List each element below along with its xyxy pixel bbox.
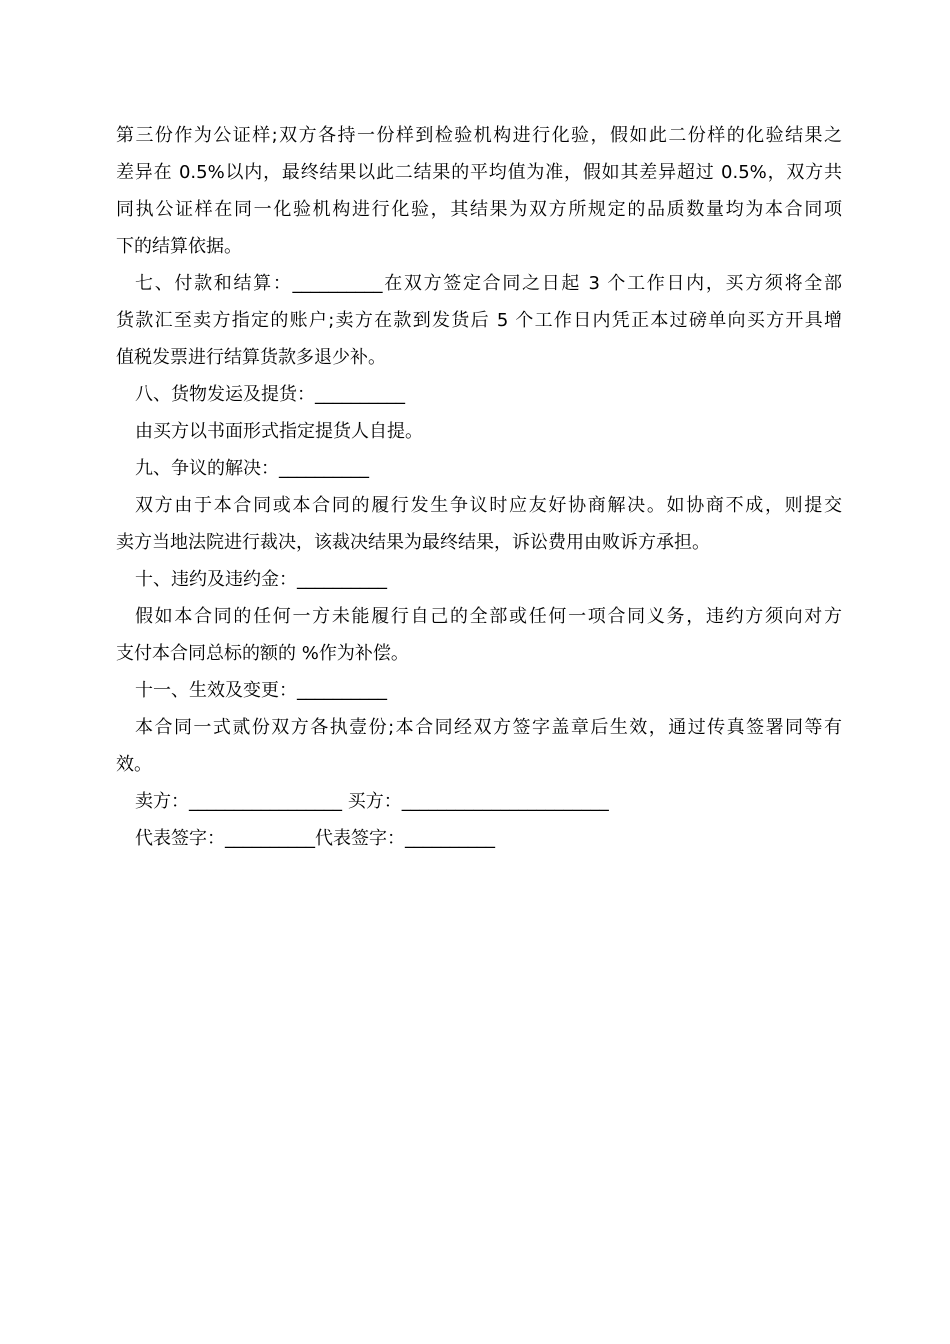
- paragraph-line: 双方由于本合同或本合同的履行发生争议时应友好协商解决。如协商不成，则提交: [135, 495, 842, 516]
- document-page: [116, 117, 842, 857]
- section-heading-effect: 十一、生效及变更：__________: [135, 680, 387, 701]
- signature-representatives-line: 代表签字：__________代表签字：__________: [135, 828, 495, 849]
- paragraph-line: 值税发票进行结算货款多退少补。: [116, 347, 386, 368]
- paragraph-line: 差异在 0.5%以内，最终结果以此二结果的平均值为准，假如其差异超过 0.5%，双方共: [116, 162, 842, 183]
- paragraph-line: 假如本合同的任何一方未能履行自己的全部或任何一项合同义务，违约方须向对方: [135, 606, 842, 627]
- paragraph-line: 由买方以书面形式指定提货人自提。: [135, 421, 423, 442]
- paragraph-line: 本合同一式贰份双方各执壹份;本合同经双方签字盖章后生效，通过传真签署同等有: [135, 717, 842, 738]
- section-heading-dispute: 九、争议的解决：__________: [135, 458, 369, 479]
- paragraph-line: 下的结算依据。: [116, 236, 242, 257]
- section-heading-payment: 七、付款和结算：__________在双方签定合同之日起 3 个工作日内，买方须将全部: [135, 273, 842, 294]
- section-heading-breach: 十、违约及违约金：__________: [135, 569, 387, 590]
- paragraph-line: 第三份作为公证样;双方各持一份样到检验机构进行化验，假如此二份样的化验结果之: [116, 125, 842, 146]
- paragraph-line: 货款汇至卖方指定的账户;卖方在款到发货后 5 个工作日内凭正本过磅单向买方开具增: [116, 310, 842, 331]
- paragraph-line: 效。: [116, 754, 152, 775]
- paragraph-line: 支付本合同总标的额的 %作为补偿。: [116, 643, 409, 664]
- paragraph-line: 同执公证样在同一化验机构进行化验，其结果为双方所规定的品质数量均为本合同项: [116, 199, 842, 220]
- section-heading-shipping: 八、货物发运及提货：__________: [135, 384, 405, 405]
- signature-parties-line: 卖方：_________________ 买方：_______________________: [135, 791, 609, 812]
- paragraph-line: 卖方当地法院进行裁决，该裁决结果为最终结果，诉讼费用由败诉方承担。: [116, 532, 710, 553]
